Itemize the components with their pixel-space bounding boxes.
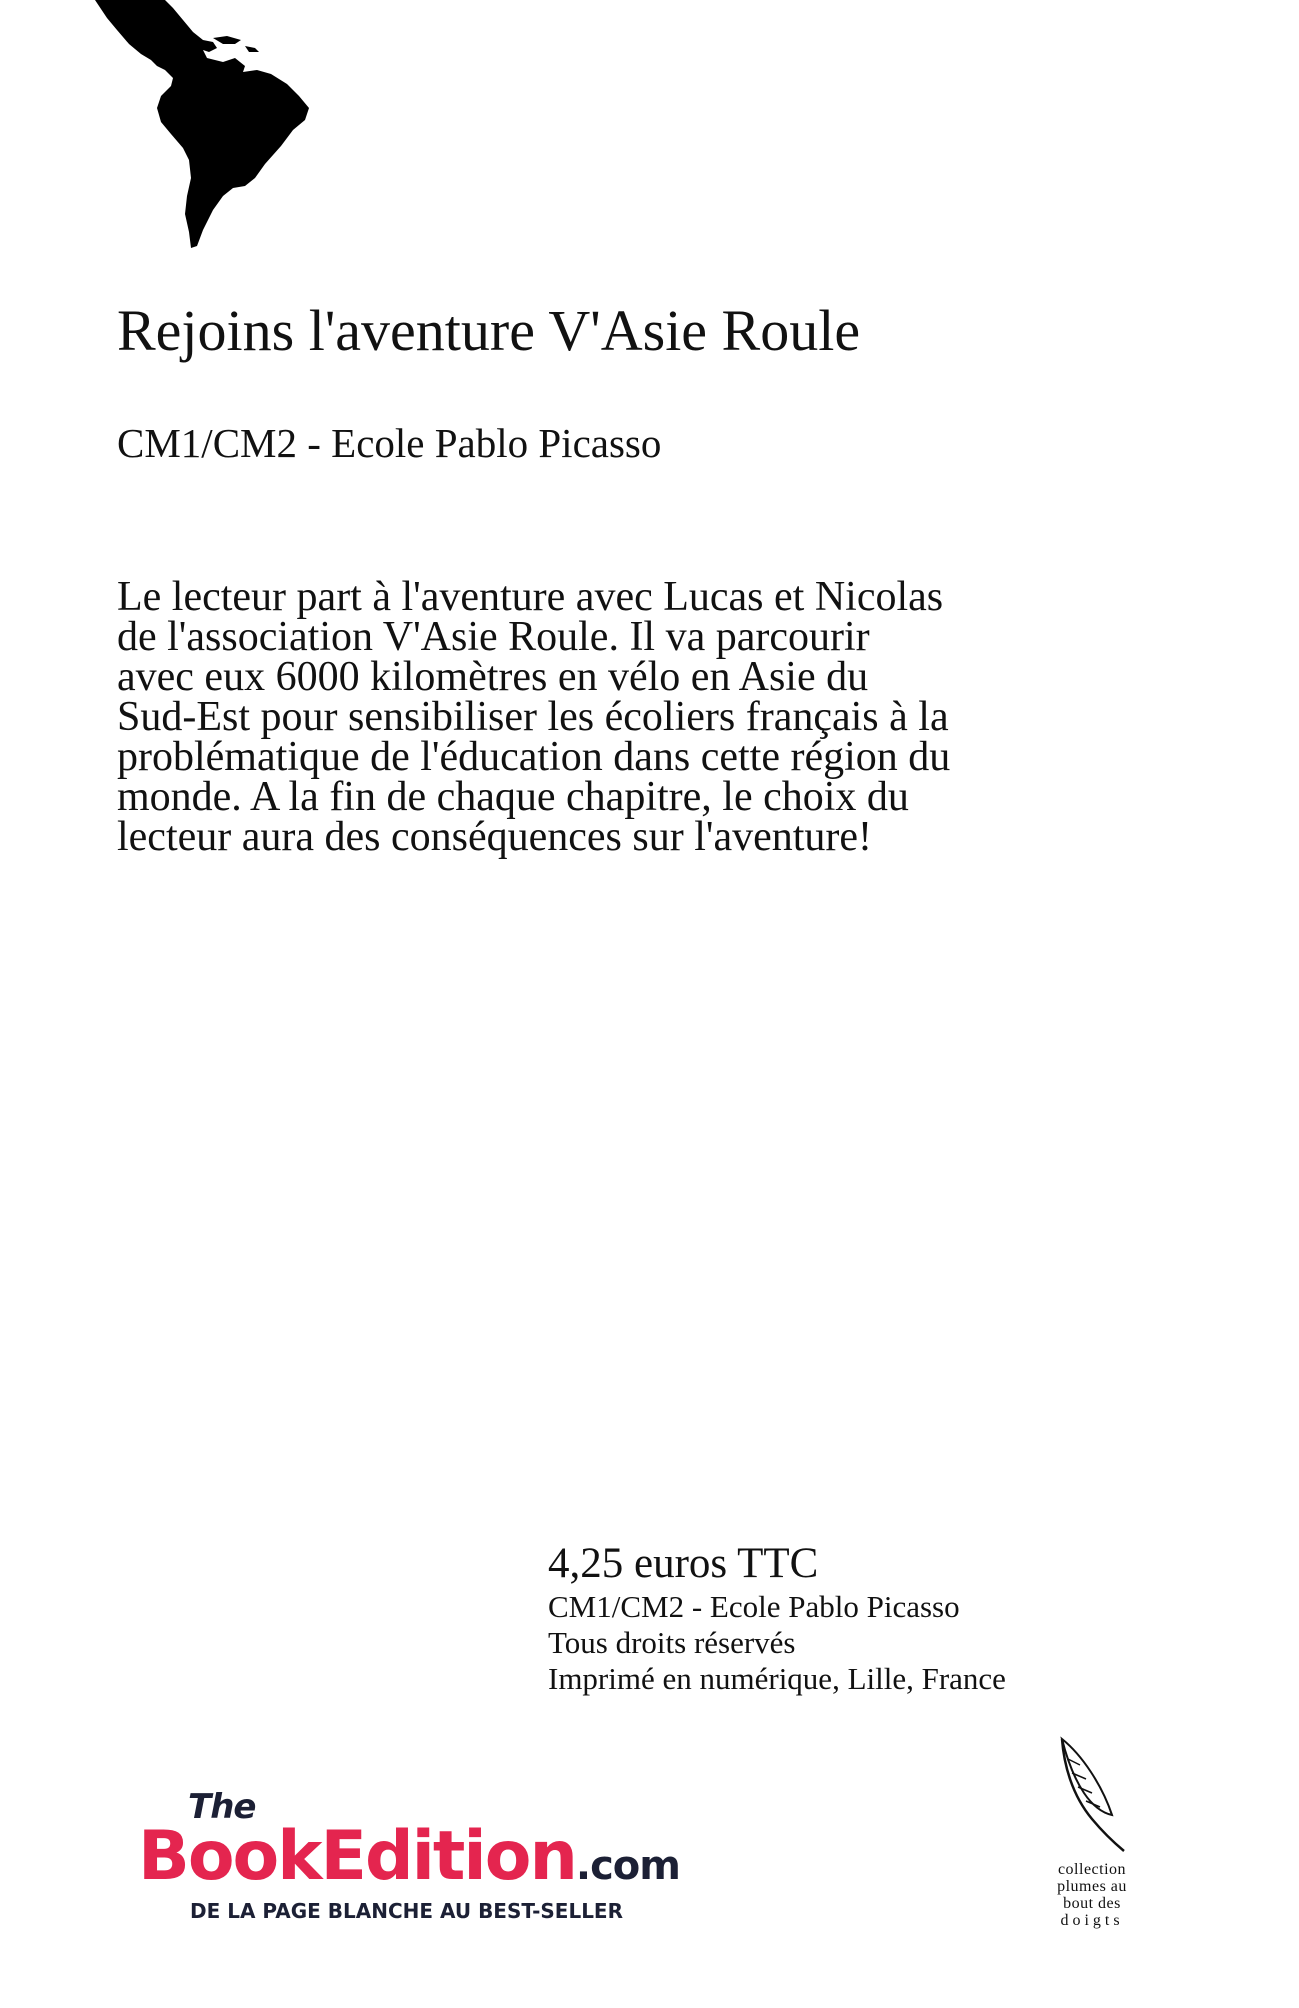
book-author: CM1/CM2 - Ecole Pablo Picasso <box>117 420 662 466</box>
colophon <box>548 1539 1188 1697</box>
logo-domain: .com <box>575 1843 680 1889</box>
price: 4,25 euros TTC <box>548 1540 819 1587</box>
logo-tagline: DE LA PAGE BLANCHE AU BEST-SELLER <box>190 1899 623 1923</box>
logo-the: The <box>188 1787 256 1827</box>
collection-line: collection <box>1057 1861 1127 1878</box>
collection-line: doigts <box>1060 1912 1124 1929</box>
logo-name: BookEdition <box>138 1817 576 1896</box>
collection-line: plumes au <box>1057 1878 1127 1895</box>
colophon-printing: Imprimé en numérique, Lille, France <box>548 1661 1006 1696</box>
book-blurb: Le lecteur part à l'aventure avec Lucas et Nicolas de l'association V'Asie Roule. Il va parcourir avec eux 6000 kilomètres en vélo en Asie du Sud-Est pour sensibiliser les écoliers français à la problématique de l'éducation dans cette région du monde. A la fin de chaque chapitre, le choix du lecteur aura des conséquences sur l'aventure! <box>117 574 951 860</box>
collection-mark <box>1042 1735 1142 1950</box>
collection-line: bout des <box>1063 1895 1121 1912</box>
americas-map <box>95 0 325 250</box>
quill-icon <box>1052 1735 1132 1855</box>
colophon-rights: Tous droits réservés <box>548 1625 796 1660</box>
book-title: Rejoins l'aventure V'Asie Roule <box>117 298 861 363</box>
collection-label <box>1042 1861 1142 1929</box>
colophon-author: CM1/CM2 - Ecole Pablo Picasso <box>548 1589 960 1624</box>
publisher-logo <box>138 1787 698 1937</box>
logo-wordmark <box>138 1817 680 1896</box>
